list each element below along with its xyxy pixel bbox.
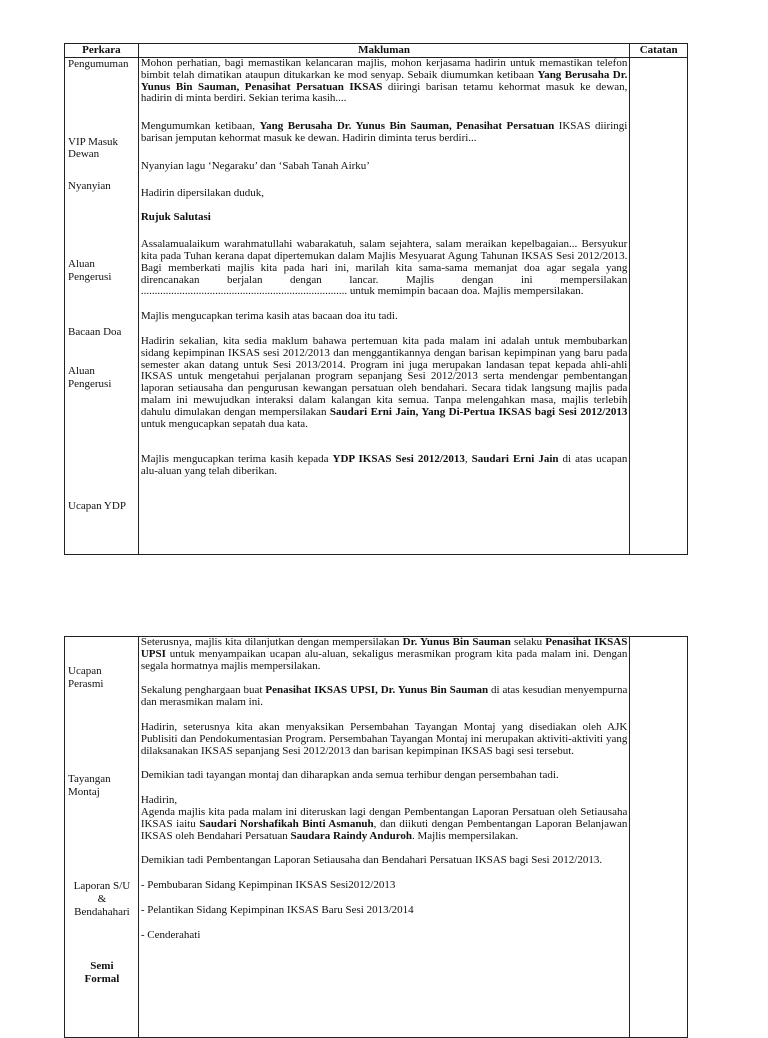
catatan-column (630, 58, 688, 555)
header-perkara: Perkara (65, 44, 139, 58)
label-laporan-line3: Bendahahari (74, 906, 130, 918)
header-makluman: Makluman (138, 44, 630, 58)
table-row (65, 58, 688, 555)
label-tayangan-line2: Montaj (68, 786, 100, 798)
makluman-pelantikan: - Pelantikan Sidang Kepimpinan IKSAS Baru Sesi 2013/2014 (140, 903, 414, 916)
perkara-column (65, 637, 139, 1038)
label-aluan-2-line1: Aluan (68, 365, 95, 377)
makluman-demikian-montaj: Demikian tadi tayangan montaj dan diharapkan anda semua terhibur dengan persembahan tadi. (140, 769, 559, 782)
makluman-aluan-pengerusi: Hadirin sekalian, kita sedia maklum bahawa pertemuan kita pada malam ini adalah untuk membubarkan sidang kepimpinan IKSAS sesi 2012/2013 dan menggantikannya dengan barisan kepimpinan yang baru pada semester akan datang untuk Sesi 2013/2014. Program ini juga merupakan landasan tepat kepada ahli-ahli IKSAS untuk mengetahui perjalanan program sepanjang Sesi 2012/2013 serta mendengar pembentangan laporan setiausaha dan pengurusan kewangan persatuan oleh bendahari. Secara tidak langsung majlis pada malam ini mewujudkan interaksi dalam kalangan kita semua. Tanpa melengahkan masa, majlis terlebih dahulu dimulakan dengan mempersilakan Saudari Erni Jain, Yang Di-Pertua IKSAS bagi Sesi 2012/2013 untuk mengucapkan sepatah dua kata. (140, 334, 628, 430)
header-catatan: Catatan (630, 44, 688, 58)
makluman-vip: Mengumumkan ketibaan, Yang Berusaha Dr. Yunus Bin Sauman, Penasihat Persatuan IKSAS diiringi barisan jemputan kehormat masuk ke dewan. Hadirin diminta terus berdiri... (140, 120, 628, 144)
makluman-nyanyian: Nyanyian lagu ‘Negaraku’ dan ‘Sabah Tanah Airku’ (140, 159, 370, 172)
label-pengumuman: Pengumuman (68, 58, 129, 70)
label-aluan-1-line2: Pengerusi (68, 271, 112, 283)
makluman-duduk: Hadirin dipersilakan duduk, (140, 186, 264, 199)
label-aluan-2-line2: Pengerusi (68, 378, 112, 390)
makluman-aluan-doa: Assalamualaikum warahmatullahi wabarakatuh, salam sejahtera, salam meraikan kepelbagaian... Bersyukur kita pada Tuhan kerana dapat dipertemukan dalam Majlis Mesyuarat Agung Tahunan IKSAS Sesi 2012/2013. Bagi memberkati majlis kita pada hari ini, marilah kita sama-sama memanjat doa agar segala yang direncanakan berjalan dengan lancar. Majlis dengan ini mempersilakan ........................................................................... untuk memimpin bacaan doa. Majlis mempersilakan. (140, 238, 628, 298)
agenda-table-page-2 (64, 636, 688, 1038)
makluman-ucapan-perasmi: Seterusnya, majlis kita dilanjutkan dengan mempersilakan Dr. Yunus Bin Sauman selaku Penasihat IKSAS UPSI untuk menyampaikan ucapan alu-aluan, sekaligus merasmikan program kita pada malam ini. Dengan segala hormatnya majlis mempersilakan. (140, 636, 628, 672)
label-vip-line1: VIP Masuk (68, 136, 119, 148)
makluman-ucapan-ydp: Majlis mengucapkan terima kasih kepada YDP IKSAS Sesi 2012/2013, Saudari Erni Jain di atas ucapan alu-aluan yang telah diberikan. (140, 453, 628, 478)
label-tayangan-line1: Tayangan (68, 773, 111, 785)
label-ucapan-line1: Ucapan (68, 665, 102, 677)
makluman-rujuk-salutasi: Rujuk Salutasi (140, 211, 211, 224)
catatan-column (630, 637, 688, 1038)
makluman-column (138, 58, 630, 555)
makluman-tayangan-montaj: Hadirin, seterusnya kita akan menyaksikan Persembahan Tayangan Montaj yang disediakan oleh AJK Publisiti dan Pendokumentasian Program. Persembahan Tayangan Montaj ini merupakan aktiviti-aktiviti yang dilaksanakan IKSAS sepanjang Sesi 2012/2013 dan barisan kepimpinan IKSAS bagi sesi tersebut. (140, 720, 628, 757)
makluman-pembubaran: - Pembubaran Sidang Kepimpinan IKSAS Sesi2012/2013 (140, 879, 396, 892)
label-semi-line1: Semi (90, 960, 114, 972)
agenda-table-page-1 (64, 43, 688, 555)
label-aluan-1-line1: Aluan (68, 258, 95, 270)
makluman-penghargaan: Sekalung penghargaan buat Penasihat IKSAS UPSI, Dr. Yunus Bin Sauman di atas kesudian menyempurna dan merasmikan malam ini. (140, 684, 628, 709)
label-semi-line2: Formal (84, 973, 120, 985)
label-bacaan-doa: Bacaan Doa (68, 326, 122, 338)
table-row (65, 637, 688, 1038)
makluman-demikian-laporan: Demikian tadi Pembentangan Laporan Setiausaha dan Bendahari Persatuan IKSAS bagi Sesi 2012/2013. (140, 854, 603, 867)
makluman-column (138, 637, 630, 1038)
makluman-hadirin: Hadirin, (140, 794, 178, 807)
makluman-cenderahati: - Cenderahati (140, 928, 201, 941)
label-ucapan-ydp: Ucapan YDP (68, 500, 126, 512)
perkara-column (65, 58, 139, 555)
label-laporan-line1: Laporan S/U (73, 880, 131, 892)
makluman-pengumuman: Mohon perhatian, bagi memastikan kelancaran majlis, mohon kerjasama hadirin untuk memastikan telefon bimbit telah dimatikan ataupun ditukarkan ke mod senyap. Sebaik diumumkan ketibaan Yang Berusaha Dr. Yunus Bin Sauman, Penasihat Persatuan IKSAS diiringi barisan tetamu kehormat masuk ke dewan, hadirin di minta berdiri. Sekian terima kasih.... (140, 57, 628, 105)
label-laporan-line2: & (97, 893, 107, 905)
table-header-row (65, 44, 688, 58)
label-vip-line2: Dewan (68, 148, 100, 160)
label-nyanyian: Nyanyian (68, 180, 111, 192)
label-ucapan-line2: Perasmi (68, 678, 104, 690)
makluman-terima-kasih-doa: Majlis mengucapkan terima kasih atas bacaan doa itu tadi. (140, 310, 398, 323)
makluman-laporan: Agenda majlis kita pada malam ini diteruskan lagi dengan Pembentangan Laporan Persatuan oleh Setiausaha IKSAS iaitu Saudari Norshafikah Binti Asmanuh, dan diikuti dengan Pembentangan Laporan Belanjawan IKSAS oleh Bendahari Persatuan Saudara Raindy Anduroh. Majlis mempersilakan. (140, 805, 628, 842)
